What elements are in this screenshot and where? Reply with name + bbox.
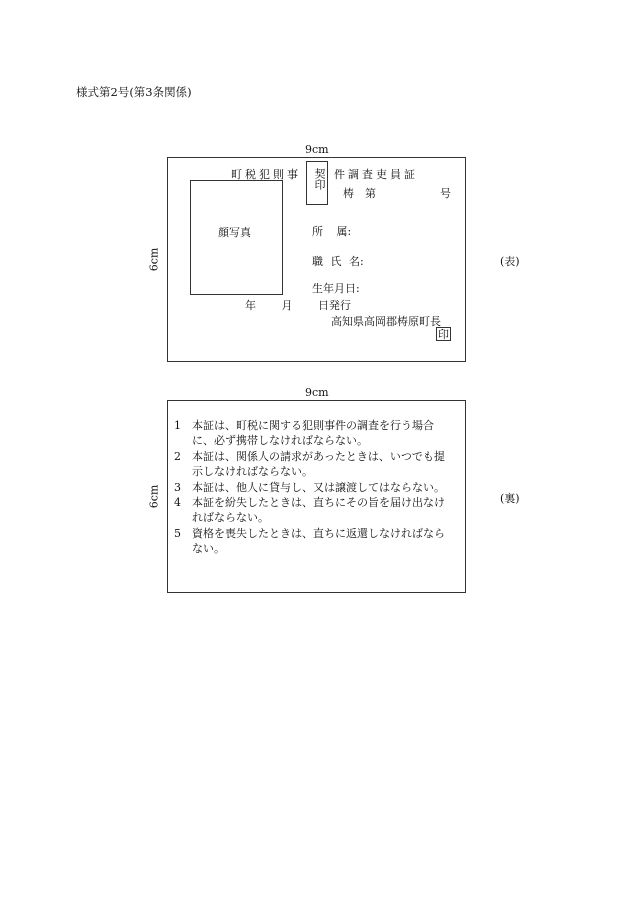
back-item-4-line-2: ればならない。 bbox=[192, 511, 269, 524]
front-card bbox=[167, 157, 466, 362]
photo-box bbox=[190, 180, 283, 295]
back-height-label: 6cm bbox=[147, 484, 161, 509]
front-header-left: 町税犯則事 bbox=[231, 168, 301, 181]
number-dai: 第 bbox=[365, 187, 376, 200]
back-width-label: 9cm bbox=[305, 386, 329, 399]
number-prefix: 梼 bbox=[343, 187, 354, 200]
form-title: 様式第2号(第3条関係) bbox=[76, 85, 192, 99]
front-width-label: 9cm bbox=[305, 143, 329, 156]
back-item-3 bbox=[174, 479, 445, 495]
front-side-label: (表) bbox=[500, 255, 520, 268]
back-item-1-line-2: に、必ず携帯しなければならない。 bbox=[192, 434, 368, 447]
back-item-1-num: 1 bbox=[174, 419, 181, 432]
front-height-label: 6cm bbox=[147, 247, 161, 272]
back-card bbox=[167, 400, 466, 593]
tally-stamp-text: 契印 bbox=[313, 168, 326, 190]
tally-stamp-box bbox=[306, 161, 328, 205]
back-item-5 bbox=[174, 525, 445, 541]
issue-date: 年 月 日発行 bbox=[245, 299, 351, 312]
back-item-3-num: 3 bbox=[174, 481, 181, 494]
back-item-3-line-1: 本証は、他人に貸与し、又は譲渡してはならない。 bbox=[192, 481, 445, 494]
number-go: 号 bbox=[440, 187, 451, 200]
issuer-seal-box bbox=[436, 327, 451, 341]
back-item-2 bbox=[174, 448, 445, 464]
back-item-4-line-1: 本証を紛失したときは、直ちにその旨を届け出なけ bbox=[192, 496, 445, 509]
photo-label: 顔写真 bbox=[218, 226, 251, 239]
back-item-2-line-1: 本証は、関係人の請求があったときは、いつでも提 bbox=[192, 450, 445, 463]
field-name: 職 氏 名: bbox=[312, 255, 364, 268]
back-item-4-num: 4 bbox=[174, 496, 181, 509]
back-item-1-line-1: 本証は、町税に関する犯則事件の調査を行う場合 bbox=[192, 419, 434, 432]
field-birthdate: 生年月日: bbox=[312, 282, 360, 295]
back-item-4 bbox=[174, 494, 445, 510]
field-affiliation: 所 属: bbox=[312, 225, 352, 238]
back-item-1 bbox=[174, 417, 434, 433]
back-item-2-line-2: 示しなければならない。 bbox=[192, 465, 313, 478]
back-item-2-num: 2 bbox=[174, 450, 181, 463]
back-item-5-num: 5 bbox=[174, 527, 181, 540]
issuer: 高知県高岡郡梼原町長 bbox=[331, 315, 441, 328]
back-item-5-line-2: ない。 bbox=[192, 542, 225, 555]
back-item-5-line-1: 資格を喪失したときは、直ちに返還しなければなら bbox=[192, 527, 445, 540]
back-side-label: (裏) bbox=[500, 492, 520, 505]
front-header-right: 件調査吏員証 bbox=[334, 168, 418, 181]
issuer-seal-text: 印 bbox=[438, 328, 449, 341]
